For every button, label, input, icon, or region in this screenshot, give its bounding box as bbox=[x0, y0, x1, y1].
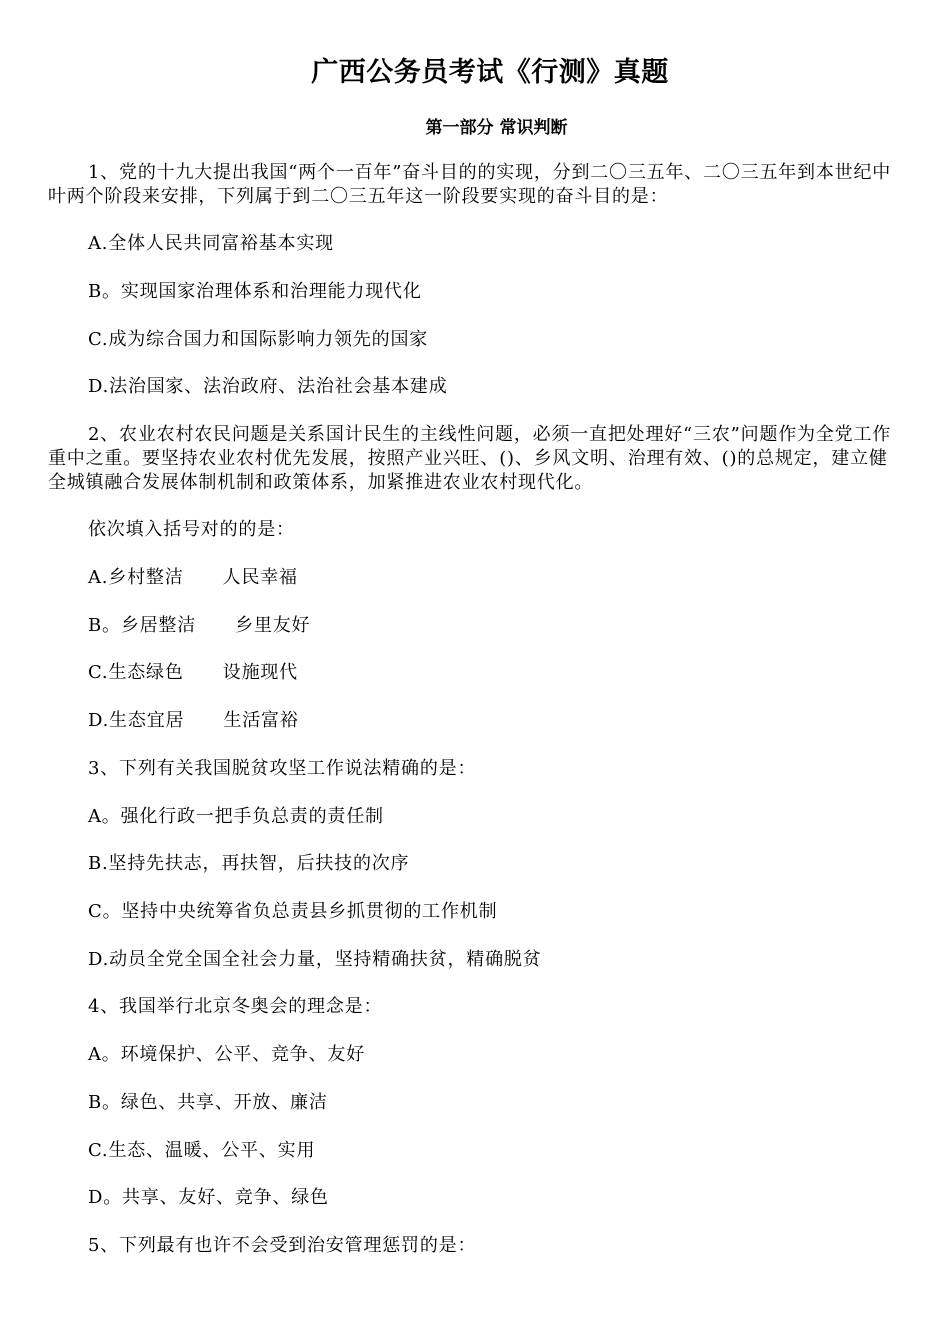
question-1-option-b: B。实现国家治理体系和治理能力现代化 bbox=[88, 281, 422, 302]
question-3-option-b: B.坚持先扶志，再扶智，后扶技的次序 bbox=[88, 853, 410, 874]
question-2-option-c: C.生态绿色 设施现代 bbox=[88, 662, 298, 683]
question-4-option-b: B。绿色、共享、开放、廉洁 bbox=[88, 1092, 328, 1113]
question-5-stem: 5、下列最有也许不会受到治安管理惩罚的是： bbox=[88, 1235, 477, 1256]
question-3-option-c: C。坚持中央统筹省负总责县乡抓贯彻的工作机制 bbox=[88, 901, 498, 922]
section-heading: 第一部分 常识判断 bbox=[425, 118, 568, 138]
question-4-option-c: C.生态、温暖、公平、实用 bbox=[88, 1140, 316, 1161]
question-3-option-d: D.动员全党全国全社会力量，坚持精确扶贫，精确脱贫 bbox=[88, 949, 542, 970]
question-2-option-a: A.乡村整洁 人民幸福 bbox=[88, 567, 298, 588]
question-1-option-a: A.全体人民共同富裕基本实现 bbox=[88, 233, 334, 254]
question-1-option-d: D.法治国家、法治政府、法治社会基本建成 bbox=[88, 376, 448, 397]
question-1-option-c: C.成为综合国力和国际影响力领先的国家 bbox=[88, 329, 429, 350]
question-4-stem: 4、我国举行北京冬奥会的理念是： bbox=[88, 996, 383, 1017]
question-2-prompt: 依次填入括号对的的是： bbox=[88, 519, 295, 540]
question-3-option-a: A。强化行政一把手负总责的责任制 bbox=[88, 806, 384, 827]
question-4-option-a: A。环境保护、公平、竞争、友好 bbox=[88, 1044, 365, 1065]
question-1-stem: 1、党的十九大提出我国“两个一百年”奋斗目的的实现，分到二〇三五年、二〇三五年到本世纪中叶两个阶段来安排，下列属于到二〇三五年这一阶段要实现的奋斗目的是： bbox=[48, 162, 892, 207]
question-2-stem: 2、农业农村农民问题是关系国计民生的主线性问题，必须一直把处理好“三农”问题作为全党工作重中之重。要坚持农业农村优先发展，按照产业兴旺、()、乡风文明、治理有效、()的总规定，建立健全城镇融合发展体制机制和政策体系，加紧推进农业农村现代化。 bbox=[48, 424, 892, 493]
question-3-stem: 3、下列有关我国脱贫攻坚工作说法精确的是： bbox=[88, 758, 477, 779]
question-2-option-b: B。乡居整洁 乡里友好 bbox=[88, 615, 311, 636]
document-title: 广西公务员考试《行测》真题 bbox=[311, 57, 669, 88]
question-4-option-d: D。共享、友好、竞争、绿色 bbox=[88, 1187, 329, 1208]
question-2-option-d: D.生态宜居 生活富裕 bbox=[88, 710, 299, 731]
